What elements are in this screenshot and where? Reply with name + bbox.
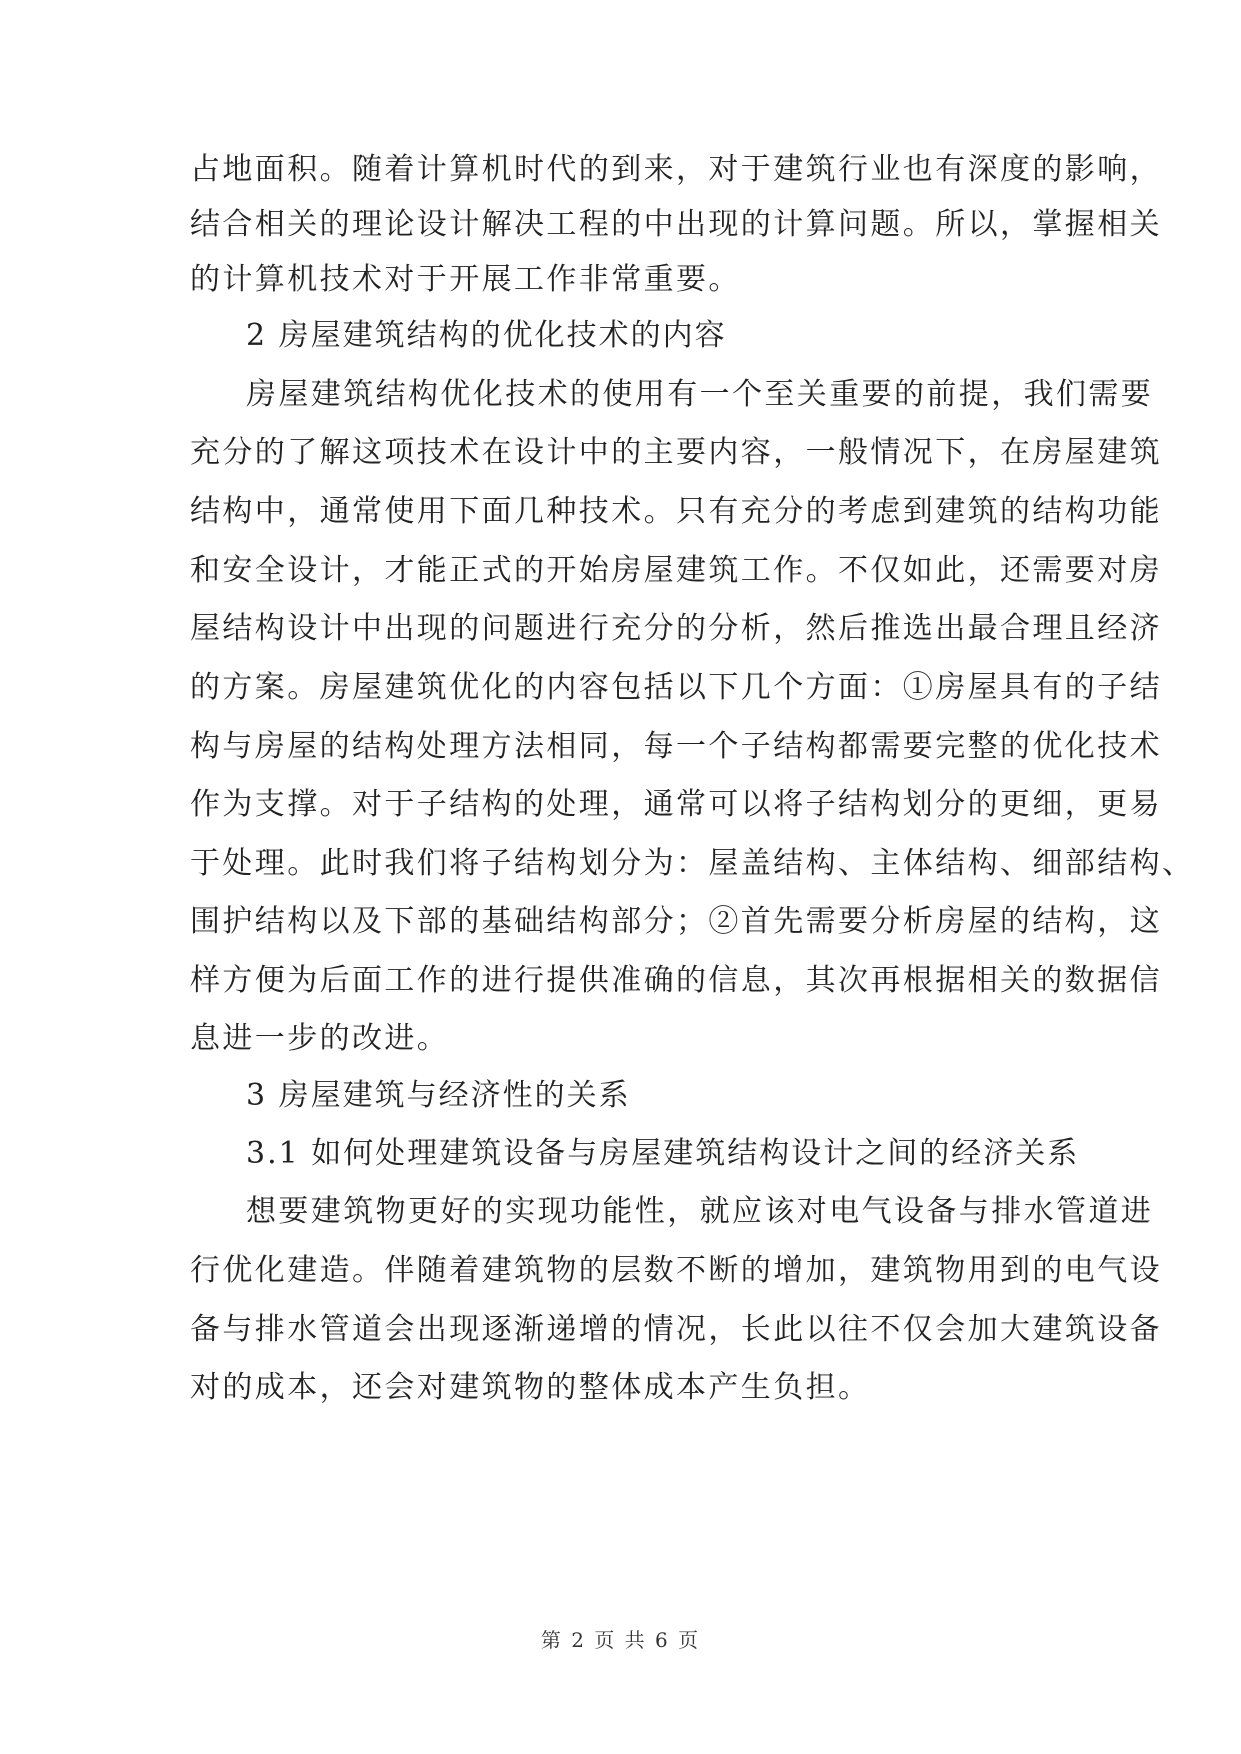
body-line: 结构中，通常使用下面几种技术。只有充分的考虑到建筑的结构功能 <box>190 494 1162 529</box>
body-line: 样方便为后面工作的进行提供准确的信息，其次再根据相关的数据信 <box>190 963 1162 998</box>
body-line: 行优化建造。伴随着建筑物的层数不断的增加，建筑物用到的电气设 <box>190 1253 1162 1288</box>
paragraph-first-line: 想要建筑物更好的实现功能性，就应该对电气设备与排水管道进 <box>246 1194 1154 1229</box>
page-footer: 第 2 页 共 6 页 <box>540 1628 701 1652</box>
body-line: 作为支撑。对于子结构的处理，通常可以将子结构划分的更细，更易 <box>190 787 1162 822</box>
body-line: 于处理。此时我们将子结构划分为：屋盖结构、主体结构、细部结构、 <box>190 846 1195 881</box>
body-line: 充分的了解这项技术在设计中的主要内容，一般情况下，在房屋建筑 <box>190 435 1162 470</box>
body-line: 息进一步的改进。 <box>190 1021 450 1056</box>
body-line: 备与排水管道会出现逐渐递增的情况，长此以往不仅会加大建筑设备 <box>190 1312 1162 1347</box>
section-heading: 3 房屋建筑与经济性的关系 <box>246 1078 631 1113</box>
section-heading: 2 房屋建筑结构的优化技术的内容 <box>246 318 727 353</box>
body-line: 和安全设计，才能正式的开始房屋建筑工作。不仅如此，还需要对房 <box>190 553 1162 588</box>
body-line: 围护结构以及下部的基础结构部分；②首先需要分析房屋的结构，这 <box>190 904 1162 939</box>
body-line: 构与房屋的结构处理方法相同，每一个子结构都需要完整的优化技术 <box>190 729 1162 764</box>
body-line: 屋结构设计中出现的问题进行充分的分析，然后推选出最合理且经济 <box>190 611 1162 646</box>
subsection-heading: 3.1 如何处理建筑设备与房屋建筑结构设计之间的经济关系 <box>246 1136 1080 1171</box>
paragraph-first-line: 房屋建筑结构优化技术的使用有一个至关重要的前提，我们需要 <box>246 377 1154 412</box>
body-line: 结合相关的理论设计解决工程的中出现的计算问题。所以，掌握相关 <box>190 207 1162 242</box>
body-line: 对的成本，还会对建筑物的整体成本产生负担。 <box>190 1370 871 1405</box>
body-line: 的计算机技术对于开展工作非常重要。 <box>190 262 741 297</box>
body-line: 占地面积。随着计算机时代的到来，对于建筑行业也有深度的影响， <box>190 152 1162 187</box>
body-line: 的方案。房屋建筑优化的内容包括以下几个方面：①房屋具有的子结 <box>190 670 1162 705</box>
